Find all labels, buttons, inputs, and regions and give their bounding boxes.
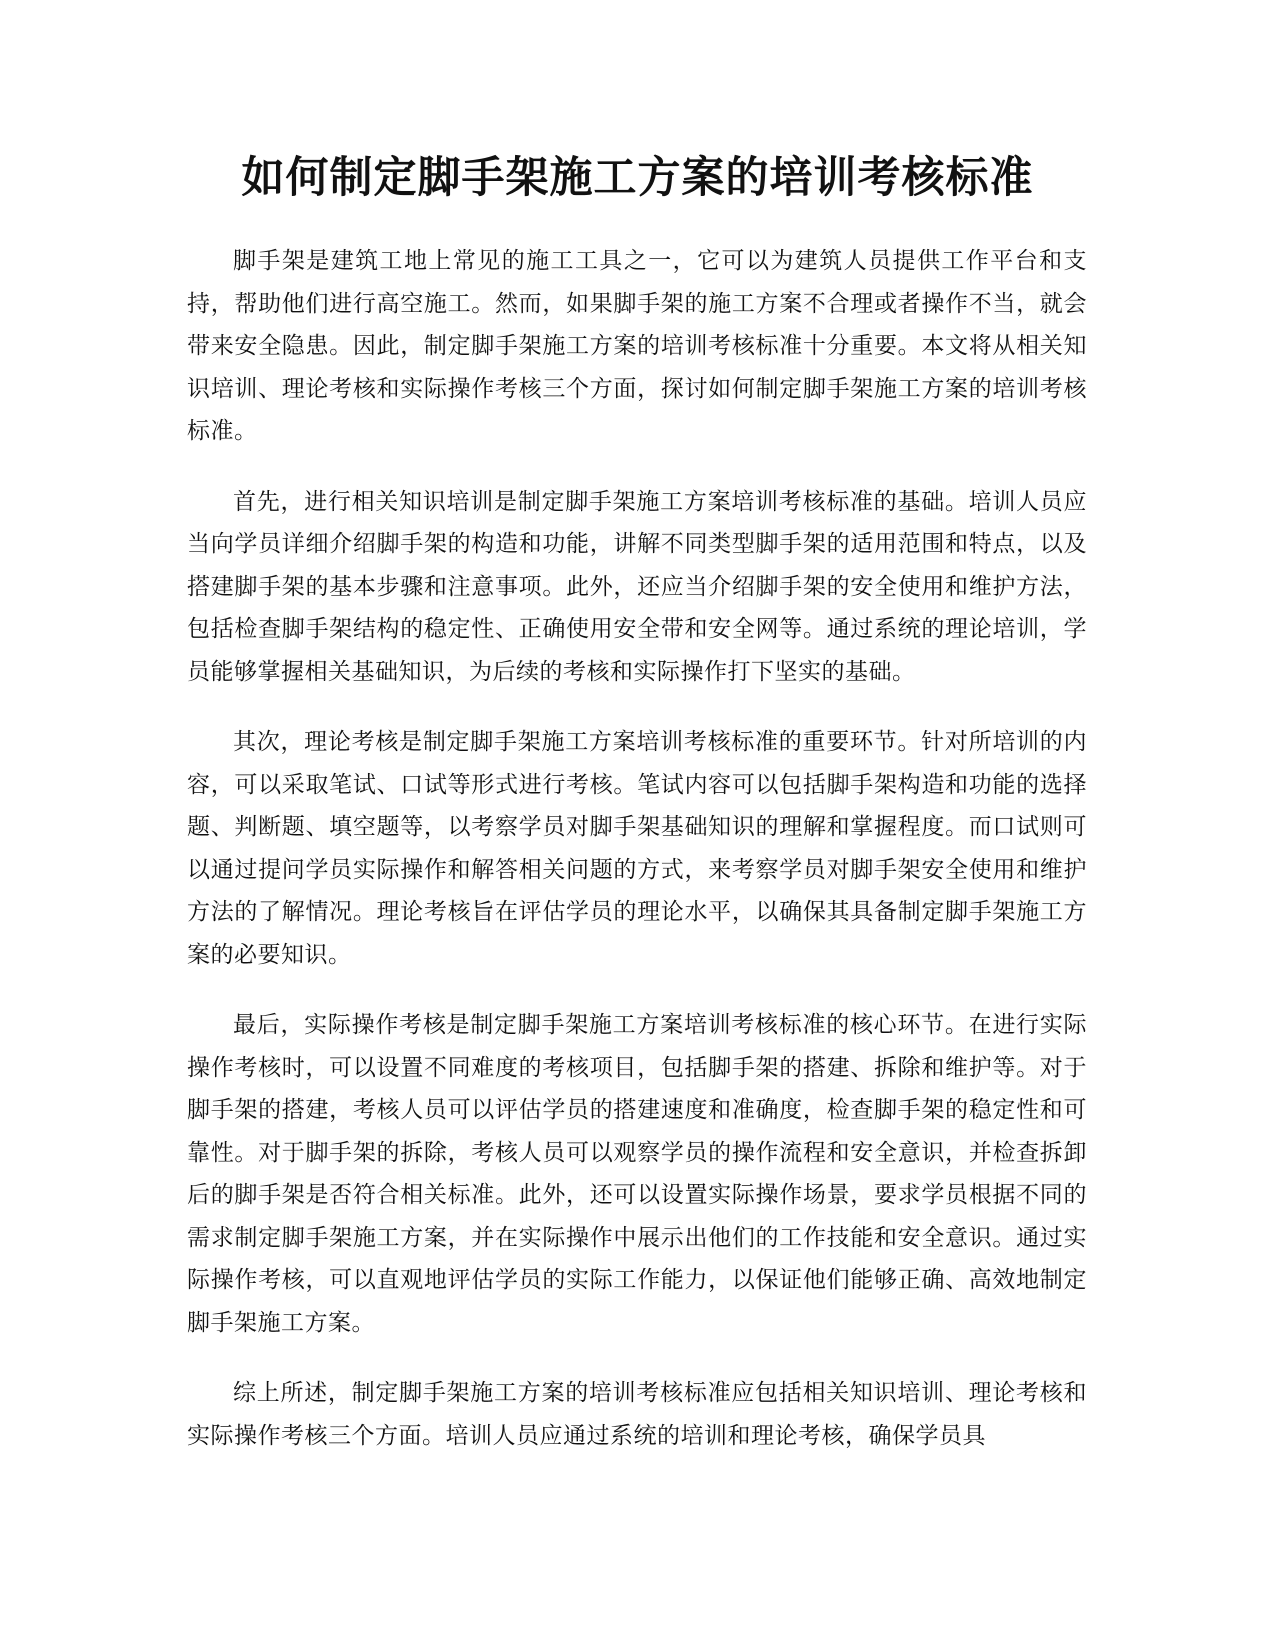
paragraph-summary: 综上所述，制定脚手架施工方案的培训考核标准应包括相关知识培训、理论考核和实际操作考核三个方面。培训人员应通过系统的培训和理论考核，确保学员具 (187, 1380, 1087, 1449)
paragraph-intro: 脚手架是建筑工地上常见的施工工具之一，它可以为建筑人员提供工作平台和支持，帮助他们进行高空施工。然而，如果脚手架的施工方案不合理或者操作不当，就会带来安全隐患。因此，制定脚手架施工方案的培训考核标准十分重要。本文将从相关知识培训、理论考核和实际操作考核三个方面，探讨如何制定脚手架施工方案的培训考核标准。 (187, 248, 1087, 444)
paragraph-theory-exam: 其次，理论考核是制定脚手架施工方案培训考核标准的重要环节。针对所培训的内容，可以采取笔试、口试等形式进行考核。笔试内容可以包括脚手架构造和功能的选择题、判断题、填空题等，以考察学员对脚手架基础知识的理解和掌握程度。而口试则可以通过提问学员实际操作和解答相关问题的方式，来考察学员对脚手架安全使用和维护方法的了解情况。理论考核旨在评估学员的理论水平，以确保其具备制定脚手架施工方案的必要知识。 (187, 729, 1087, 968)
paragraph-practical-exam: 最后，实际操作考核是制定脚手架施工方案培训考核标准的核心环节。在进行实际操作考核时，可以设置不同难度的考核项目，包括脚手架的搭建、拆除和维护等。对于脚手架的搭建，考核人员可以评估学员的搭建速度和准确度，检查脚手架的稳定性和可靠性。对于脚手架的拆除，考核人员可以观察学员的操作流程和安全意识，并检查拆卸后的脚手架是否符合相关标准。此外，还可以设置实际操作场景，要求学员根据不同的需求制定脚手架施工方案，并在实际操作中展示出他们的工作技能和安全意识。通过实际操作考核，可以直观地评估学员的实际工作能力，以保证他们能够正确、高效地制定脚手架施工方案。 (187, 1012, 1087, 1336)
paragraph-knowledge-training: 首先，进行相关知识培训是制定脚手架施工方案培训考核标准的基础。培训人员应当向学员详细介绍脚手架的构造和功能，讲解不同类型脚手架的适用范围和特点，以及搭建脚手架的基本步骤和注意事项。此外，还应当介绍脚手架的安全使用和维护方法，包括检查脚手架结构的稳定性、正确使用安全带和安全网等。通过系统的理论培训，学员能够掌握相关基础知识，为后续的考核和实际操作打下坚实的基础。 (187, 488, 1087, 685)
document-title: 如何制定脚手架施工方案的培训考核标准 (241, 153, 1034, 203)
document-body (187, 240, 1087, 1485)
